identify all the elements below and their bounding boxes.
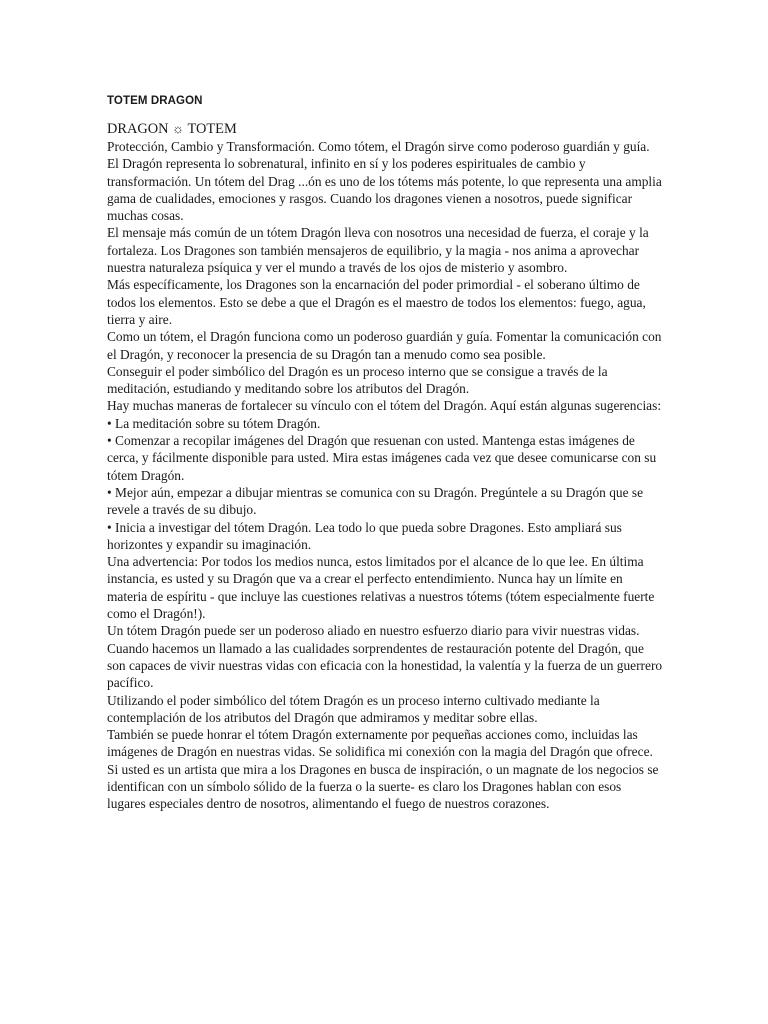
paragraph: Protección, Cambio y Transformación. Como tótem, el Dragón sirve como poderoso guardián y guía. (107, 139, 650, 154)
paragraph: Como un tótem, el Dragón funciona como un poderoso guardián y guía. Fomentar la comunicación con el Dragón, y reconocer la presencia de su Dragón tan a menudo como sea posible. (107, 329, 662, 362)
sun-icon: ☼ (172, 121, 185, 136)
paragraph: Utilizando el poder simbólico del tótem Dragón es un proceso interno cultivado mediante la contemplación de los atributos del Dragón que admiramos y meditar sobre ellas. (107, 692, 600, 725)
document-body (107, 120, 663, 813)
document-heading: TOTEM DRAGON (107, 95, 203, 107)
bullet-item: • Mejor aún, empezar a dibujar mientras se comunica con su Dragón. Pregúntele a su Dragón que se revele a través de su dibujo. (107, 484, 644, 518)
paragraph: El mensaje más común de un tótem Dragón lleva con nosotros una necesidad de fuerza, el coraje y la fortaleza. Los Dragones son también mensajeros de equilibrio, y la magia - nos anima a aprovechar nuestra naturaleza psíquica y ver el mundo a través de los ojos de misterio y asombro. (107, 225, 649, 276)
paragraph: Una advertencia: Por todos los medios nunca, estos limitados por el alcance de lo que lee. En última instancia, es usted y su Dragón que va a crear el perfecto entendimiento. Nunca hay un límite en materia de espíritu - que incluye las cuestiones relativas a nuestros tótems (tótem especialmente fuerte como el Dragón!). (107, 554, 655, 622)
paragraph: Conseguir el poder simbólico del Dragón es un proceso interno que se consigue a través de la meditación, estudiando y meditando sobre los atributos del Dragón. (107, 363, 608, 397)
paragraph: Hay muchas maneras de fortalecer su vínculo con el tótem del Dragón. Aquí están algunas sugerencias: (107, 398, 662, 414)
paragraph: Más específicamente, los Dragones son la encarnación del poder primordial - el soberano último de todos los elementos. Esto se debe a que el Dragón es el maestro de todos los elementos: fuego, agua, tierra y aire. (107, 277, 646, 327)
paragraph: También se puede honrar el tótem Dragón externamente por pequeñas acciones como, incluidas las imágenes de Dragón en nuestras vidas. Se solidifica mi conexión con la magia del Dragón que ofrece. (107, 727, 653, 760)
paragraph: Un tótem Dragón puede ser un poderoso aliado en nuestro esfuerzo diario para vivir nuestras vidas. Cuando hacemos un llamado a las cualidades sorprendentes de restauración potente del Dragón, que son capaces de vivir nuestras vidas con eficacia con la honestidad, la valentía y la fuerza de un guerrero pacífico. (107, 623, 663, 691)
paragraph: Si usted es un artista que mira a los Dragones en busca de inspiración, o un magnate de los negocios se identifican con un símbolo sólido de la fuerza o la suerte- es claro los Dragones hablan con esos lugares especiales dentro de nosotros, alimentando el fuego de nuestros corazones. (107, 761, 659, 812)
paragraph: El Dragón representa lo sobrenatural, infinito en sí y los poderes espirituales de cambio y transformación. Un tótem del Drag ...ón es uno de los tótems más potente, lo que representa una amplia gama de cualidades, emociones y rasgos. Cuando los dragones vienen a nosotros, puede significar muchas cosas. (107, 156, 662, 224)
document-subtitle (107, 120, 663, 138)
bullet-item: • Comenzar a recopilar imágenes del Dragón que resuenan con usted. Mantenga estas imágenes de cerca, y fácilmente disponible para usted. Mira estas imágenes cada vez que desee comunicarse con su tótem Dragón. (107, 433, 657, 483)
bullet-item: • Inicia a investigar del tótem Dragón. Lea todo lo que pueda sobre Dragones. Esto ampliará sus horizontes y expandir su imaginación. (107, 519, 622, 552)
subtitle-right: TOTEM (187, 121, 237, 137)
bullet-item: • La meditación sobre su tótem Dragón. (107, 415, 321, 431)
subtitle-left: DRAGON (107, 121, 169, 137)
